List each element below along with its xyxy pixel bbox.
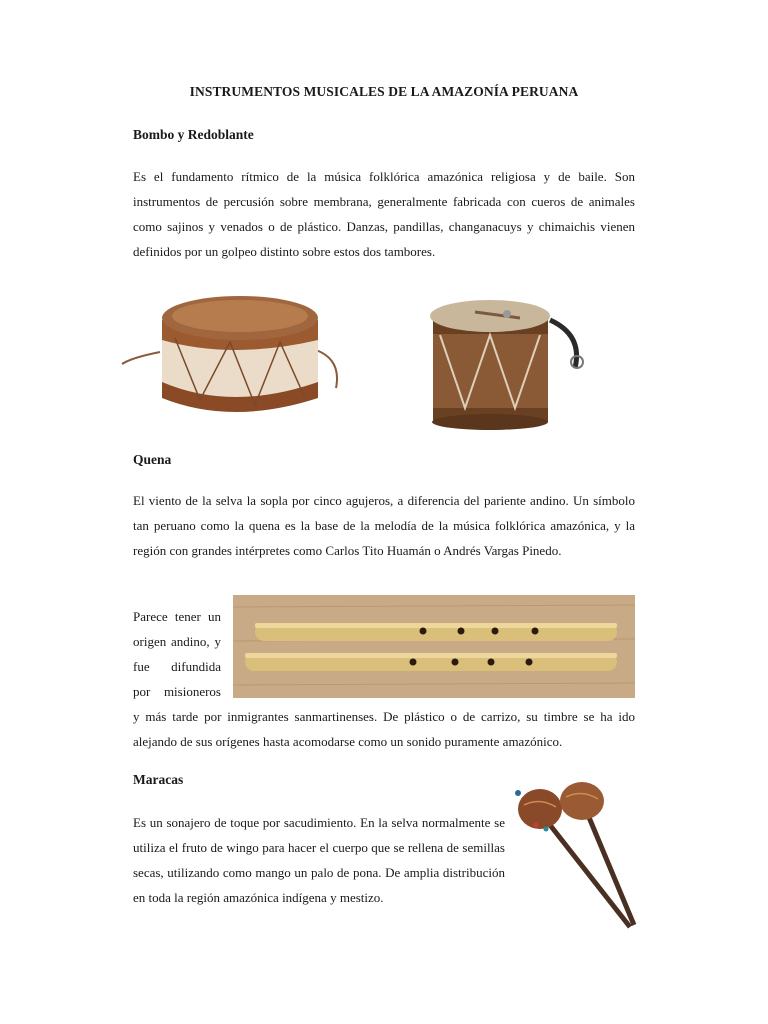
- paragraph-quena: El viento de la selva la sopla por cinco agujeros, a diferencia del pariente andino. Un símbolo tan peruano como la quena es la base de la melodía de la música folklórica amazónica, y la región con grandes intérpretes como Carlos Tito Huamán o Andrés Vargas Pinedo.: [133, 493, 635, 558]
- maracas-image: [510, 775, 645, 935]
- redoblante-drum-image: [425, 290, 590, 435]
- paragraph-quena-continuation: y más tarde por inmigrantes sanmartinenses. De plástico o de carrizo, su timbre se ha ido alejando de sus orígenes hasta acomodarse como un sonido puramente amazónico.: [133, 709, 635, 749]
- section-heading-bombo: Bombo y Redoblante: [133, 127, 254, 142]
- paragraph-bombo: Es el fundamento rítmico de la música folklórica amazónica religiosa y de baile. Son instrumentos de percusión sobre membrana, generalmente fabricada con cueros de animales como sajinos y venados o de plástico. Danzas, pandillas, changanacuys y chimaichis vienen definidos por un golpeo distinto sobre estos dos tambores.: [133, 169, 635, 259]
- page-title: INSTRUMENTOS MUSICALES DE LA AMAZONÍA PERUANA: [189, 84, 579, 99]
- paragraph-quena-side: Parece tener un origen andino, y fue difundida por misioneros: [133, 609, 221, 699]
- bombo-drum-image: [120, 290, 345, 425]
- section-heading-maracas: Maracas: [133, 772, 184, 787]
- paragraph-maracas: Es un sonajero de toque por sacudimiento. En la selva normalmente se utiliza el fruto de wingo para hacer el cuerpo que se rellena de semillas secas, utilizando como mango un palo de pona. De amplia distribución en toda la región amazónica indígena y mestizo.: [133, 815, 505, 905]
- quena-flutes-image: [233, 595, 635, 698]
- section-heading-quena: Quena: [133, 452, 172, 467]
